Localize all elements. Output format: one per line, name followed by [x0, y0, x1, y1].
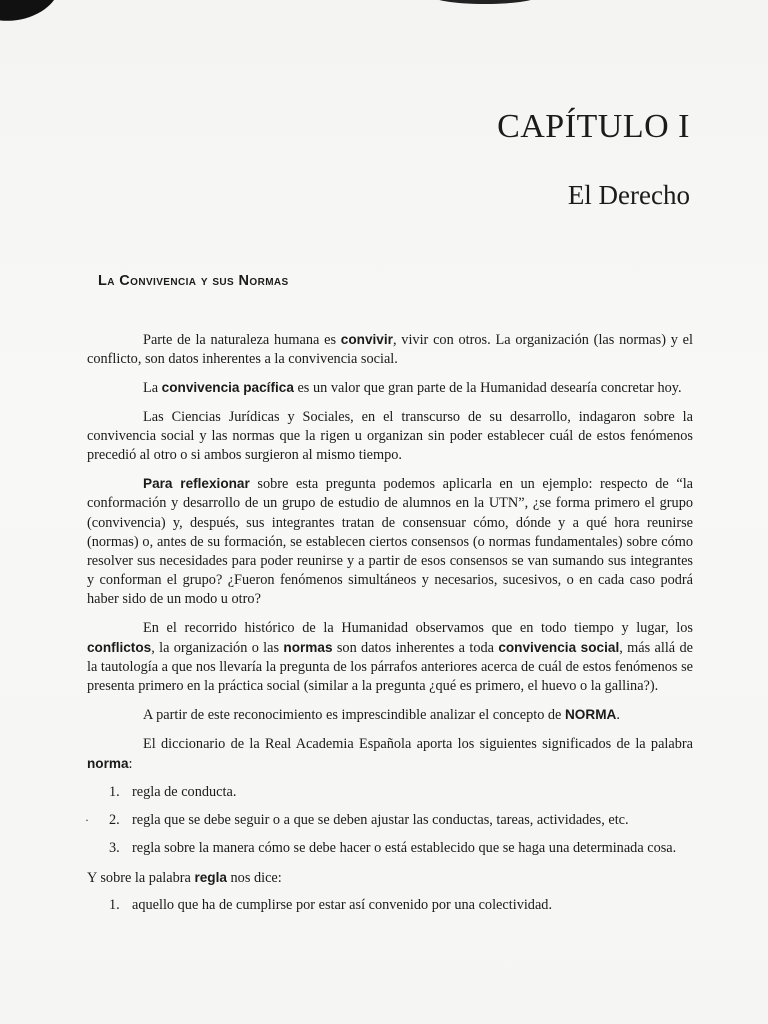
text-run: . [616, 707, 620, 724]
bold-term: regla [194, 869, 227, 885]
text-run: es un valor que gran parte de la Humanidad desearía concretar hoy. [293, 380, 682, 397]
list-item-text: regla que se debe seguir o a que se deben ajustar las conductas, tareas, actividades, etc. [132, 812, 629, 829]
list-number: 1. [109, 896, 120, 913]
page-corner-shadow [0, 0, 65, 29]
text-run: Parte de la naturaleza humana es [143, 332, 341, 348]
regla-intro [87, 868, 693, 888]
list-item-text: regla de conducta. [132, 784, 237, 801]
list-number: 2. [109, 812, 120, 829]
bold-term: NORMA [564, 707, 617, 723]
bold-term: normas [283, 639, 333, 655]
bold-term: convivir [340, 332, 393, 347]
list-item [87, 839, 693, 858]
text-run: , vivir con otros. La organización (las normas) y el conflicto, son datos inherentes a la convivencia social. [87, 332, 693, 368]
list-number: 1. [109, 784, 120, 801]
section-title: La Convivencia y sus Normas [98, 273, 289, 289]
paragraph-7 [87, 735, 693, 774]
list-number: 3. [109, 840, 120, 857]
paragraph-3 [87, 408, 693, 466]
bold-term: conflictos [87, 639, 152, 655]
list-item-text: aquello que ha de cumplirse por estar así convenido por una colectividad. [132, 896, 553, 913]
regla-definition-1 [87, 896, 693, 915]
body-text [87, 330, 693, 915]
text-run: La [143, 380, 162, 397]
text-run: En el recorrido histórico de la Humanidad observamos que en todo tiempo y lugar, los [143, 619, 693, 636]
text-run: A partir de este reconocimiento es imprescindible analizar el concepto de [143, 707, 565, 724]
text-run: , más allá de la tautología a que nos llevaría la pregunta de los párrafos anteriores acerca de cuál de estos fenómenos se presenta primero en la práctica social (similar a la pregunta ¿qué es primero, el huevo o la gallina?). [87, 639, 693, 695]
paragraph-1 [87, 330, 693, 369]
list-item [87, 811, 693, 830]
text-run: sobre esta pregunta podemos aplicarla en un ejemplo: respecto de “la conformación y desarrollo de un grupo de estudio de alumnos en la UTN”, ¿se forma primero el grupo (convivencia) y, después, sus integrantes tratan de consensuar cómo, dónde y a qué hora reunirse (normas) o, antes de su formación, se establecen ciertos consensos (o normas fundamentales) sobre cómo resolver sus necesidades para poder reunirse y a partir de esos consensos se van sumando sus integrantes y conforman el grupo? ¿Fueron fenómenos simultáneos y necesarios, sucesivos, o en cada caso podrá haber sido de un modo u otro? [87, 476, 694, 608]
page-top-shadow [430, 0, 540, 4]
text-run: , la organización o las [151, 639, 284, 656]
paragraph-6 [87, 705, 693, 725]
bold-term: norma [87, 755, 129, 771]
list-item [87, 783, 693, 802]
bold-term: convivencia pacífica [161, 380, 294, 396]
margin-mark: · [85, 813, 89, 828]
text-run: nos dice: [226, 869, 282, 886]
text-run: son datos inherentes a toda [332, 639, 499, 656]
text-run: Y sobre la palabra [87, 869, 195, 886]
paragraph-4 [87, 474, 693, 609]
paragraph-5 [87, 619, 693, 697]
bold-term: convivencia social [498, 639, 620, 655]
text-run: : [128, 755, 133, 772]
paragraph-2 [87, 378, 693, 398]
bold-term: Para reflexionar [143, 476, 250, 492]
norma-definitions-list [87, 783, 693, 859]
chapter-subtitle: El Derecho [567, 180, 690, 210]
text-run: Las Ciencias Jurídicas y Sociales, en el transcurso de su desarrollo, indagaron sobre la convivencia social y las normas que la rigen u organizan sin poder establecer cuál de estos fenómenos precedió al otro o si ambos surgieron al mismo tiempo. [87, 408, 693, 464]
chapter-title: CAPÍTULO I [497, 108, 690, 145]
text-run: El diccionario de la Real Academia Española aporta los siguientes significados de la palabra [143, 735, 693, 752]
list-item-text: regla sobre la manera cómo se debe hacer o está establecido que se haga una determinada cosa. [132, 840, 677, 857]
